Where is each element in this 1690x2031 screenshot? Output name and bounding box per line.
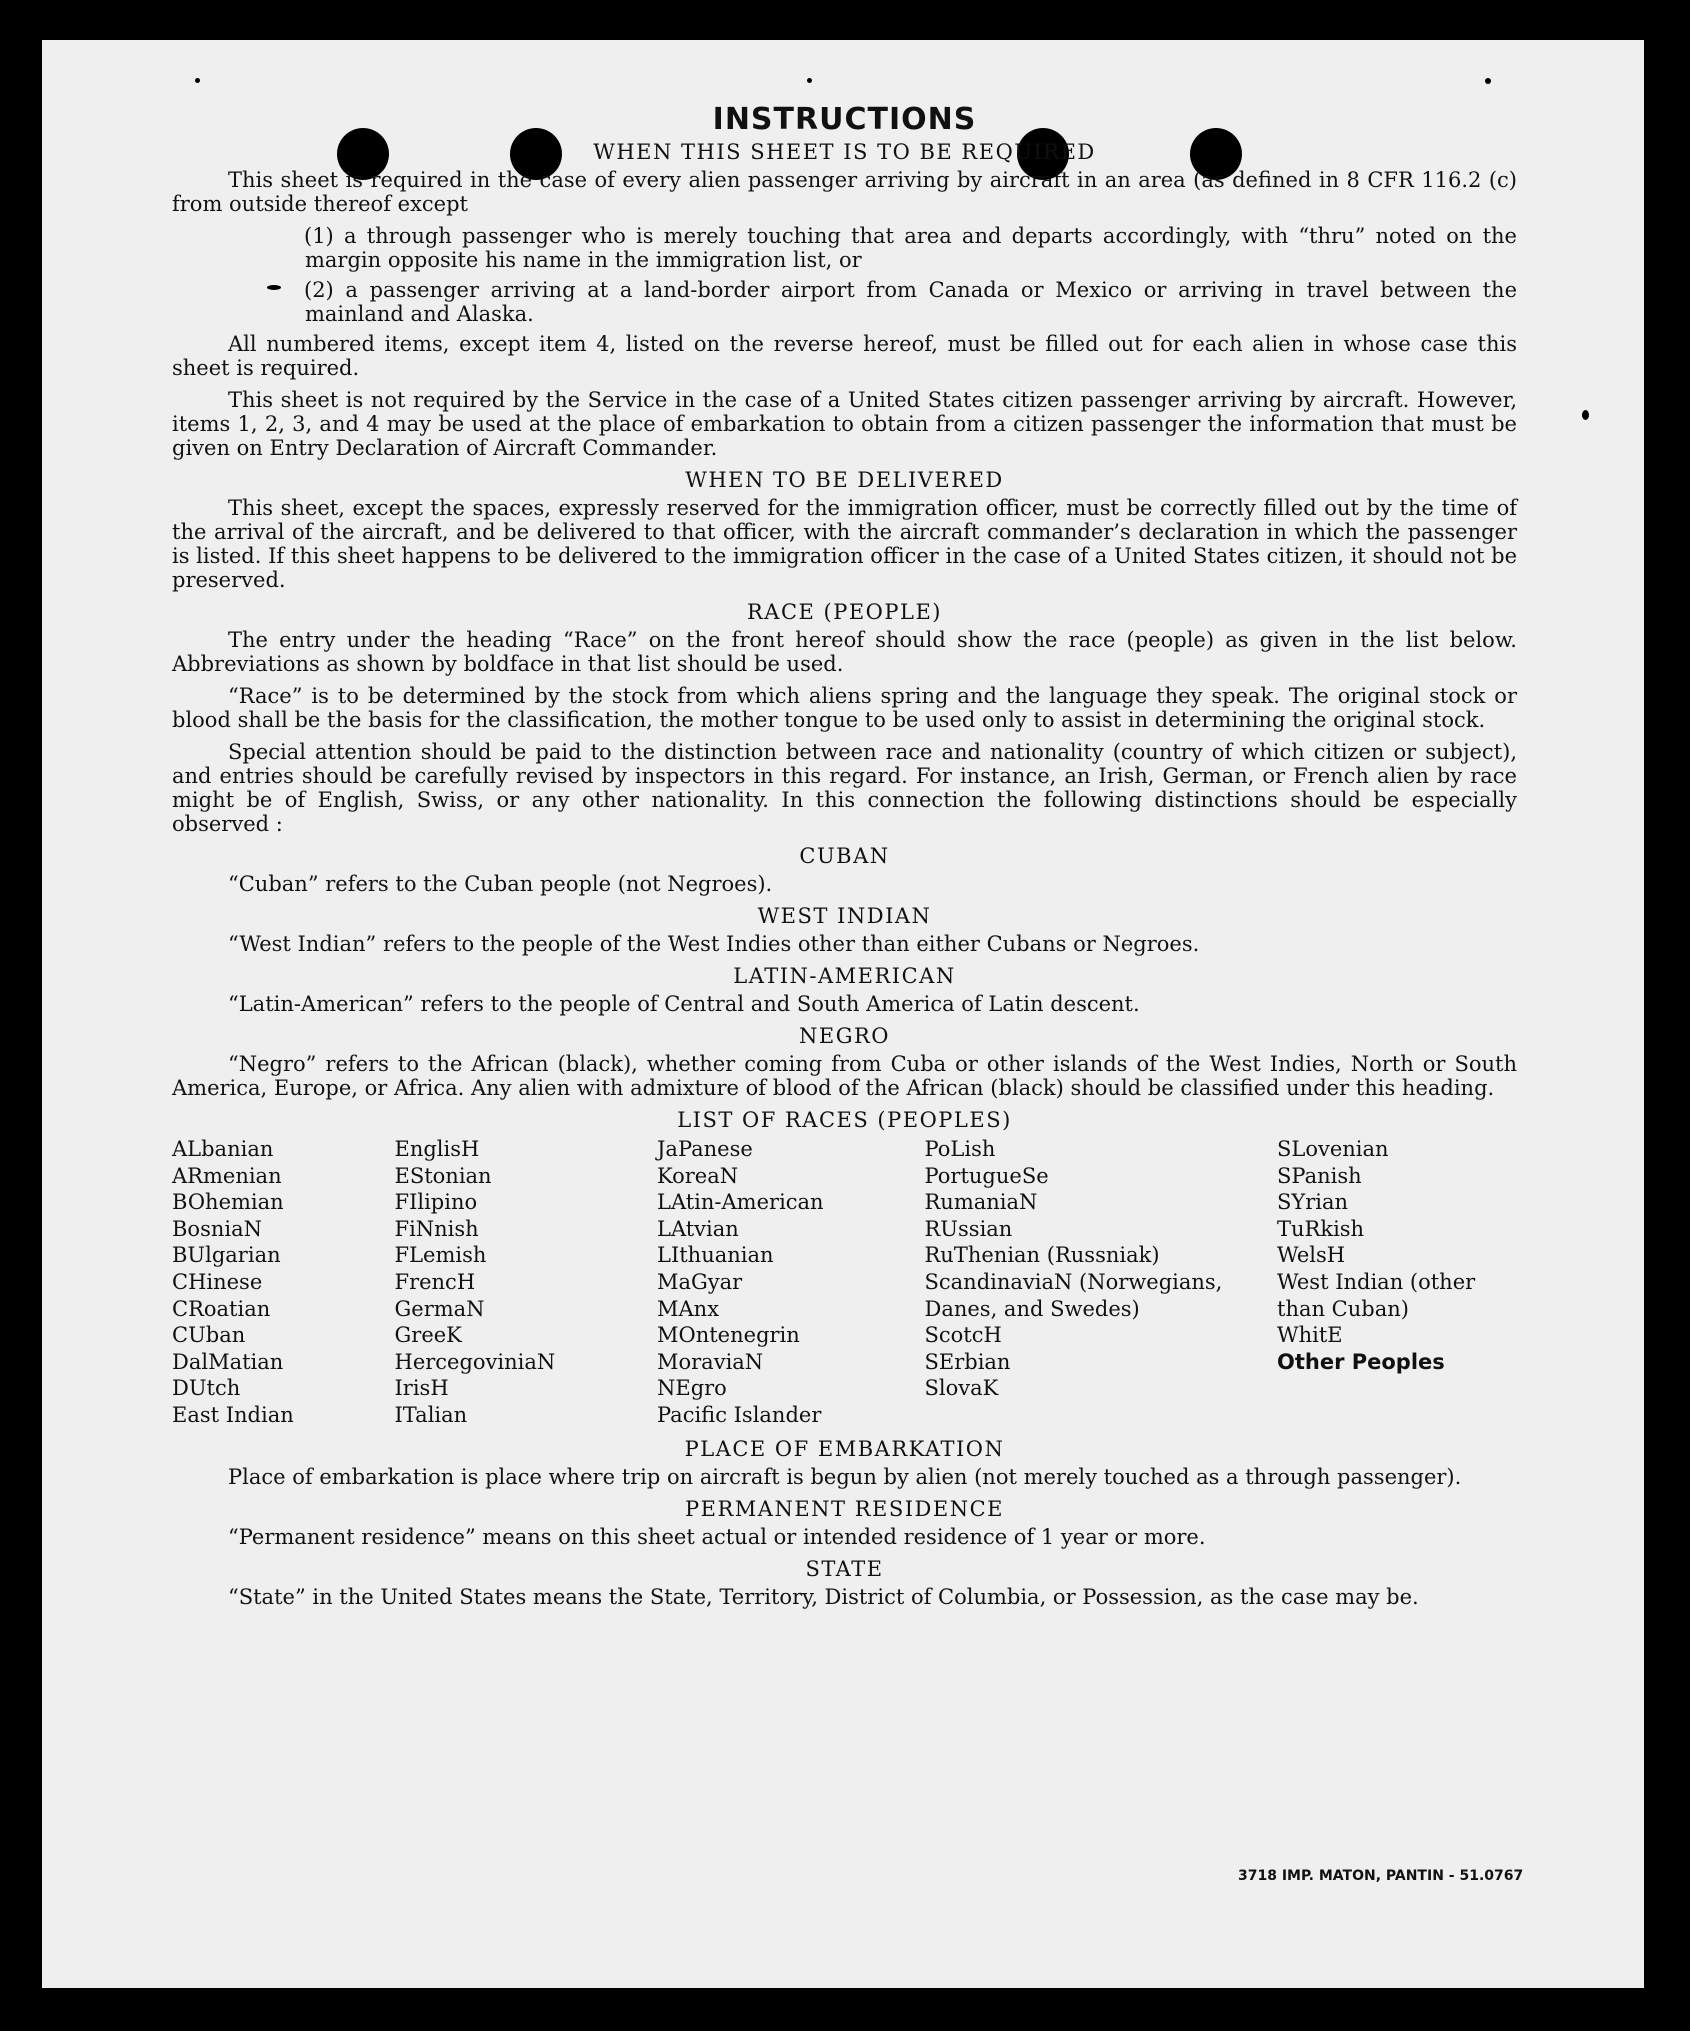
exception-item: (2) a passenger arriving at a land-border airport from Canada or Mexico or arriving in travel between the mainland and Alaska. — [304, 278, 1517, 326]
race-entry: West Indian (other than Cuban) — [1277, 1269, 1476, 1321]
race-entry: TuRkish — [1277, 1216, 1365, 1241]
paragraph: This sheet is not required by the Service in the case of a United States citizen passenger arriving by aircraft. However, items 1, 2, 3, and 4 may be used at the place of embarkation to obtain from a citizen passenger the information that must be given on Entry Declaration of Aircraft Commander. — [172, 388, 1517, 460]
race-entry: FiNnish — [394, 1216, 479, 1241]
race-entry: MoraviaN — [657, 1349, 764, 1374]
race-list — [172, 1136, 1517, 1429]
race-entry: JaPanese — [657, 1137, 753, 1161]
paragraph: “West Indian” refers to the people of the West Indies other than either Cubans or Negroes. — [228, 932, 1200, 956]
race-entry: Other Peoples — [1277, 1349, 1445, 1374]
race-entry: RuThenian (Russniak) — [924, 1243, 1160, 1268]
race-column — [657, 1136, 922, 1429]
race-entry: Pacific Islander — [657, 1402, 822, 1427]
race-entry: GermaN — [394, 1296, 485, 1321]
paragraph: This sheet is required in the case of every alien passenger arriving by aircraft in an area (as defined in 8 CFR 116.2 (c) from outside thereof except — [172, 168, 1517, 216]
section-heading: CUBAN — [799, 844, 890, 868]
paragraph: “Negro” refers to the African (black), whether coming from Cuba or other islands of the West Indies, North or South America, Europe, or Africa. Any alien with admixture of blood of the African (black) should be classified under this heading. — [172, 1052, 1517, 1100]
section-heading: WHEN THIS SHEET IS TO BE REQUIRED — [593, 140, 1096, 164]
section-heading: LATIN-AMERICAN — [733, 964, 956, 988]
paragraph: “Permanent residence” means on this sheet actual or intended residence of 1 year or more. — [228, 1524, 1206, 1549]
race-entry: ARmenian — [172, 1163, 282, 1188]
paragraph: “Latin-American” refers to the people of Central and South America of Latin descent. — [228, 992, 1140, 1016]
race-column — [172, 1136, 392, 1429]
paragraph: All numbered items, except item 4, listed on the reverse hereof, must be filled out for each alien in whose case this sheet is required. — [172, 332, 1517, 380]
race-entry: ITalian — [394, 1402, 468, 1427]
paragraph: This sheet, except the spaces, expressly reserved for the immigration officer, must be correctly filled out by the time of the arrival of the aircraft, and be delivered to that officer, with the aircraft commander’s declaration in which the passenger is listed. If this sheet happens to be delivered to the immigration officer in the case of a United States citizen, it should not be preserved. — [172, 496, 1517, 592]
race-entry: WelsH — [1277, 1243, 1346, 1268]
print-code: 3718 IMP. MATON, PANTIN - 51.0767 — [1238, 1868, 1524, 1884]
race-entry: CHinese — [172, 1269, 263, 1294]
race-entry: BOhemian — [172, 1190, 284, 1215]
race-entry: ScandinaviaN (Norwegians, Danes, and Swedes) — [924, 1269, 1223, 1321]
race-entry: MAnx — [657, 1296, 720, 1321]
race-entry: PortugueSe — [924, 1163, 1049, 1188]
race-entry: MOntenegrin — [657, 1323, 800, 1348]
race-entry: CRoatian — [172, 1296, 271, 1321]
race-entry: BUlgarian — [172, 1243, 281, 1268]
race-entry: MaGyar — [657, 1269, 743, 1294]
section-heading: WEST INDIAN — [757, 904, 932, 928]
paragraph: “Cuban” refers to the Cuban people (not Negroes). — [228, 872, 773, 896]
race-entry: FrencH — [394, 1269, 476, 1294]
section-heading: RACE (PEOPLE) — [746, 600, 943, 624]
section-heading: PERMANENT RESIDENCE — [685, 1496, 1004, 1521]
race-entry: KoreaN — [657, 1163, 739, 1188]
speck — [195, 78, 200, 83]
race-column — [925, 1136, 1275, 1429]
race-entry: RUssian — [924, 1216, 1013, 1241]
race-entry: East Indian — [172, 1402, 294, 1427]
exception-item: (1) a through passenger who is merely touching that area and departs accordingly, with “thru” noted on the margin opposite his name in the immigration list, or — [304, 224, 1517, 272]
race-entry: HercegoviniaN — [394, 1349, 556, 1374]
race-entry: SYrian — [1277, 1190, 1349, 1215]
section-heading: LIST OF RACES (PEOPLES) — [677, 1108, 1012, 1132]
race-entry: EnglisH — [394, 1137, 480, 1161]
speck — [1485, 78, 1491, 84]
speck — [1582, 410, 1589, 420]
race-entry: DalMatian — [172, 1349, 284, 1374]
race-entry: EStonian — [394, 1163, 492, 1188]
race-entry: FLemish — [394, 1243, 487, 1268]
race-entry: WhitE — [1277, 1323, 1343, 1348]
section-heading: PLACE OF EMBARKATION — [684, 1436, 1005, 1461]
race-entry: DUtch — [172, 1376, 241, 1401]
race-entry: GreeK — [394, 1323, 462, 1348]
race-column — [1277, 1136, 1517, 1429]
race-entry: IrisH — [394, 1376, 449, 1401]
paragraph: “Race” is to be determined by the stock from which aliens spring and the language they speak. The original stock or blood shall be the basis for the classification, the mother tongue to be used only to assist in determining the original stock. — [172, 684, 1517, 732]
race-entry: LAtin-American — [657, 1190, 824, 1215]
race-entry: LAtvian — [657, 1216, 739, 1241]
race-column — [395, 1136, 655, 1429]
section-heading: STATE — [805, 1556, 884, 1581]
race-entry: FIlipino — [394, 1190, 478, 1215]
paragraph: The entry under the heading “Race” on the front hereof should show the race (people) as given in the list below. Abbreviations as shown by boldface in that list should be used. — [172, 628, 1517, 676]
paragraph: Place of embarkation is place where trip on aircraft is begun by alien (not merely touched as a through passenger). — [228, 1464, 1462, 1489]
race-entry: PoLish — [924, 1137, 996, 1161]
race-entry: SErbian — [924, 1349, 1011, 1374]
paragraph: “State” in the United States means the State, Territory, District of Columbia, or Possession, as the case may be. — [228, 1584, 1419, 1609]
race-entry: SPanish — [1277, 1163, 1362, 1188]
race-entry: SlovaK — [924, 1376, 999, 1401]
race-entry: RumaniaN — [924, 1190, 1038, 1215]
section-heading: NEGRO — [798, 1024, 890, 1048]
race-entry: CUban — [172, 1323, 246, 1348]
section-heading: WHEN TO BE DELIVERED — [685, 468, 1004, 492]
race-entry: ScotcH — [924, 1323, 1002, 1348]
race-entry: LIthuanian — [657, 1243, 774, 1268]
race-entry: NEgro — [657, 1376, 727, 1401]
race-entry: BosniaN — [172, 1216, 262, 1241]
race-entry: ALbanian — [172, 1137, 274, 1161]
speck — [807, 78, 812, 83]
page-title: INSTRUCTIONS — [712, 102, 977, 137]
instructions-content — [172, 102, 1517, 1617]
race-entry: SLovenian — [1277, 1137, 1389, 1161]
paragraph: Special attention should be paid to the distinction between race and nationality (country of which citizen or subject), and entries should be carefully revised by inspectors in this regard. For instance, an Irish, German, or French alien by race might be of English, Swiss, or any other nationality. In this connection the following distinctions should be especially observed : — [172, 740, 1517, 836]
